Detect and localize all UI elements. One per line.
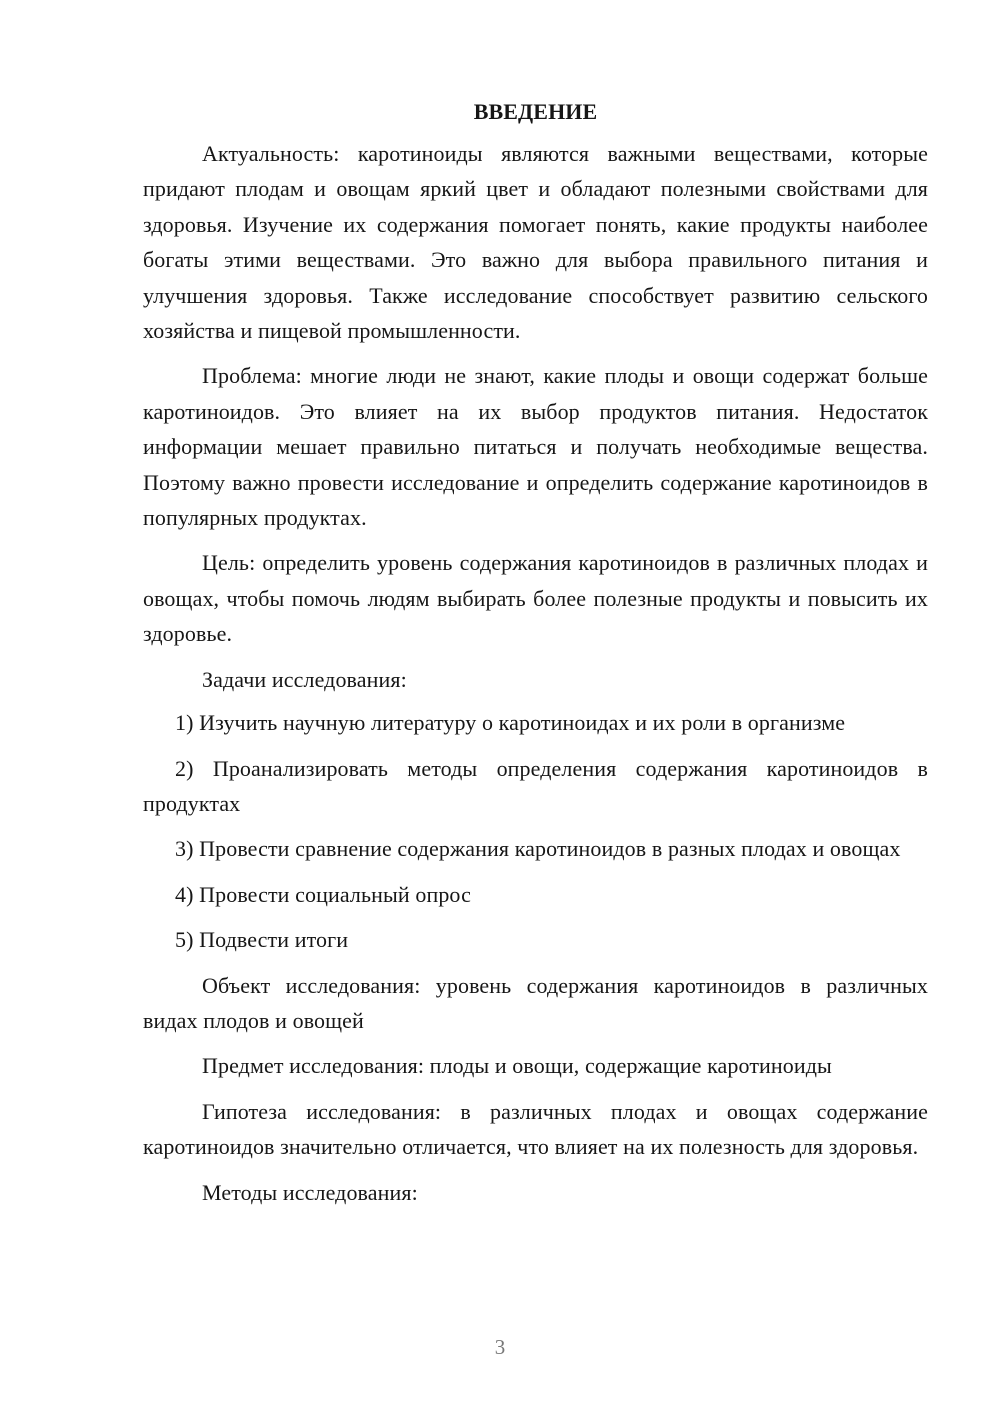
- object-paragraph: Объект исследования: уровень содержания каротиноидов в различных видах плодов и овощей: [143, 972, 928, 1033]
- task-item-5: 5) Подвести итоги: [175, 927, 349, 953]
- subject-paragraph: Предмет исследования: плоды и овощи, содержащие каротиноиды: [202, 1053, 832, 1079]
- goal-paragraph: Цель: определить уровень содержания каротиноидов в различных плодах и овощах, чтобы помочь людям выбирать более полезные продукты и повысить их здоровье.: [143, 550, 928, 647]
- tasks-heading: Задачи исследования:: [202, 666, 407, 692]
- hypothesis-paragraph: Гипотеза исследования: в различных плодах и овощах содержание каротиноидов значительно отличается, что влияет на их полезность для здоровья.: [143, 1098, 928, 1160]
- methods-heading: Методы исследования:: [202, 1179, 418, 1205]
- task-item-1: 1) Изучить научную литературу о каротиноидах и их роли в организме: [175, 710, 846, 736]
- problem-paragraph: Проблема: многие люди не знают, какие плоды и овощи содержат больше каротиноидов. Это влияет на их выбор продуктов питания. Недостаток информации мешает правильно питаться и получать необходимые вещества. Поэтому важно провести исследование и определить содержание каротиноидов в популярных продуктах.: [143, 363, 928, 531]
- task-item-3: 3) Провести сравнение содержания каротиноидов в разных плодах и овощах: [175, 836, 901, 862]
- task-item-4: 4) Провести социальный опрос: [175, 881, 471, 907]
- task-item-2: 2) Проанализировать методы определения содержания каротиноидов в продуктах: [143, 755, 928, 816]
- relevance-paragraph: Актуальность: каротиноиды являются важными веществами, которые придают плодам и овощам яркий цвет и обладают полезными свойствами для здоровья. Изучение их содержания помогает понять, какие продукты наиболее богаты этими веществами. Это важно для выбора правильного питания и улучшения здоровья. Также исследование способствует развитию сельского хозяйства и пищевой промышленности.: [143, 141, 928, 344]
- section-title: ВВЕДЕНИЕ: [473, 99, 598, 124]
- page-content: [143, 96, 928, 1220]
- page-number: 3: [494, 1335, 506, 1359]
